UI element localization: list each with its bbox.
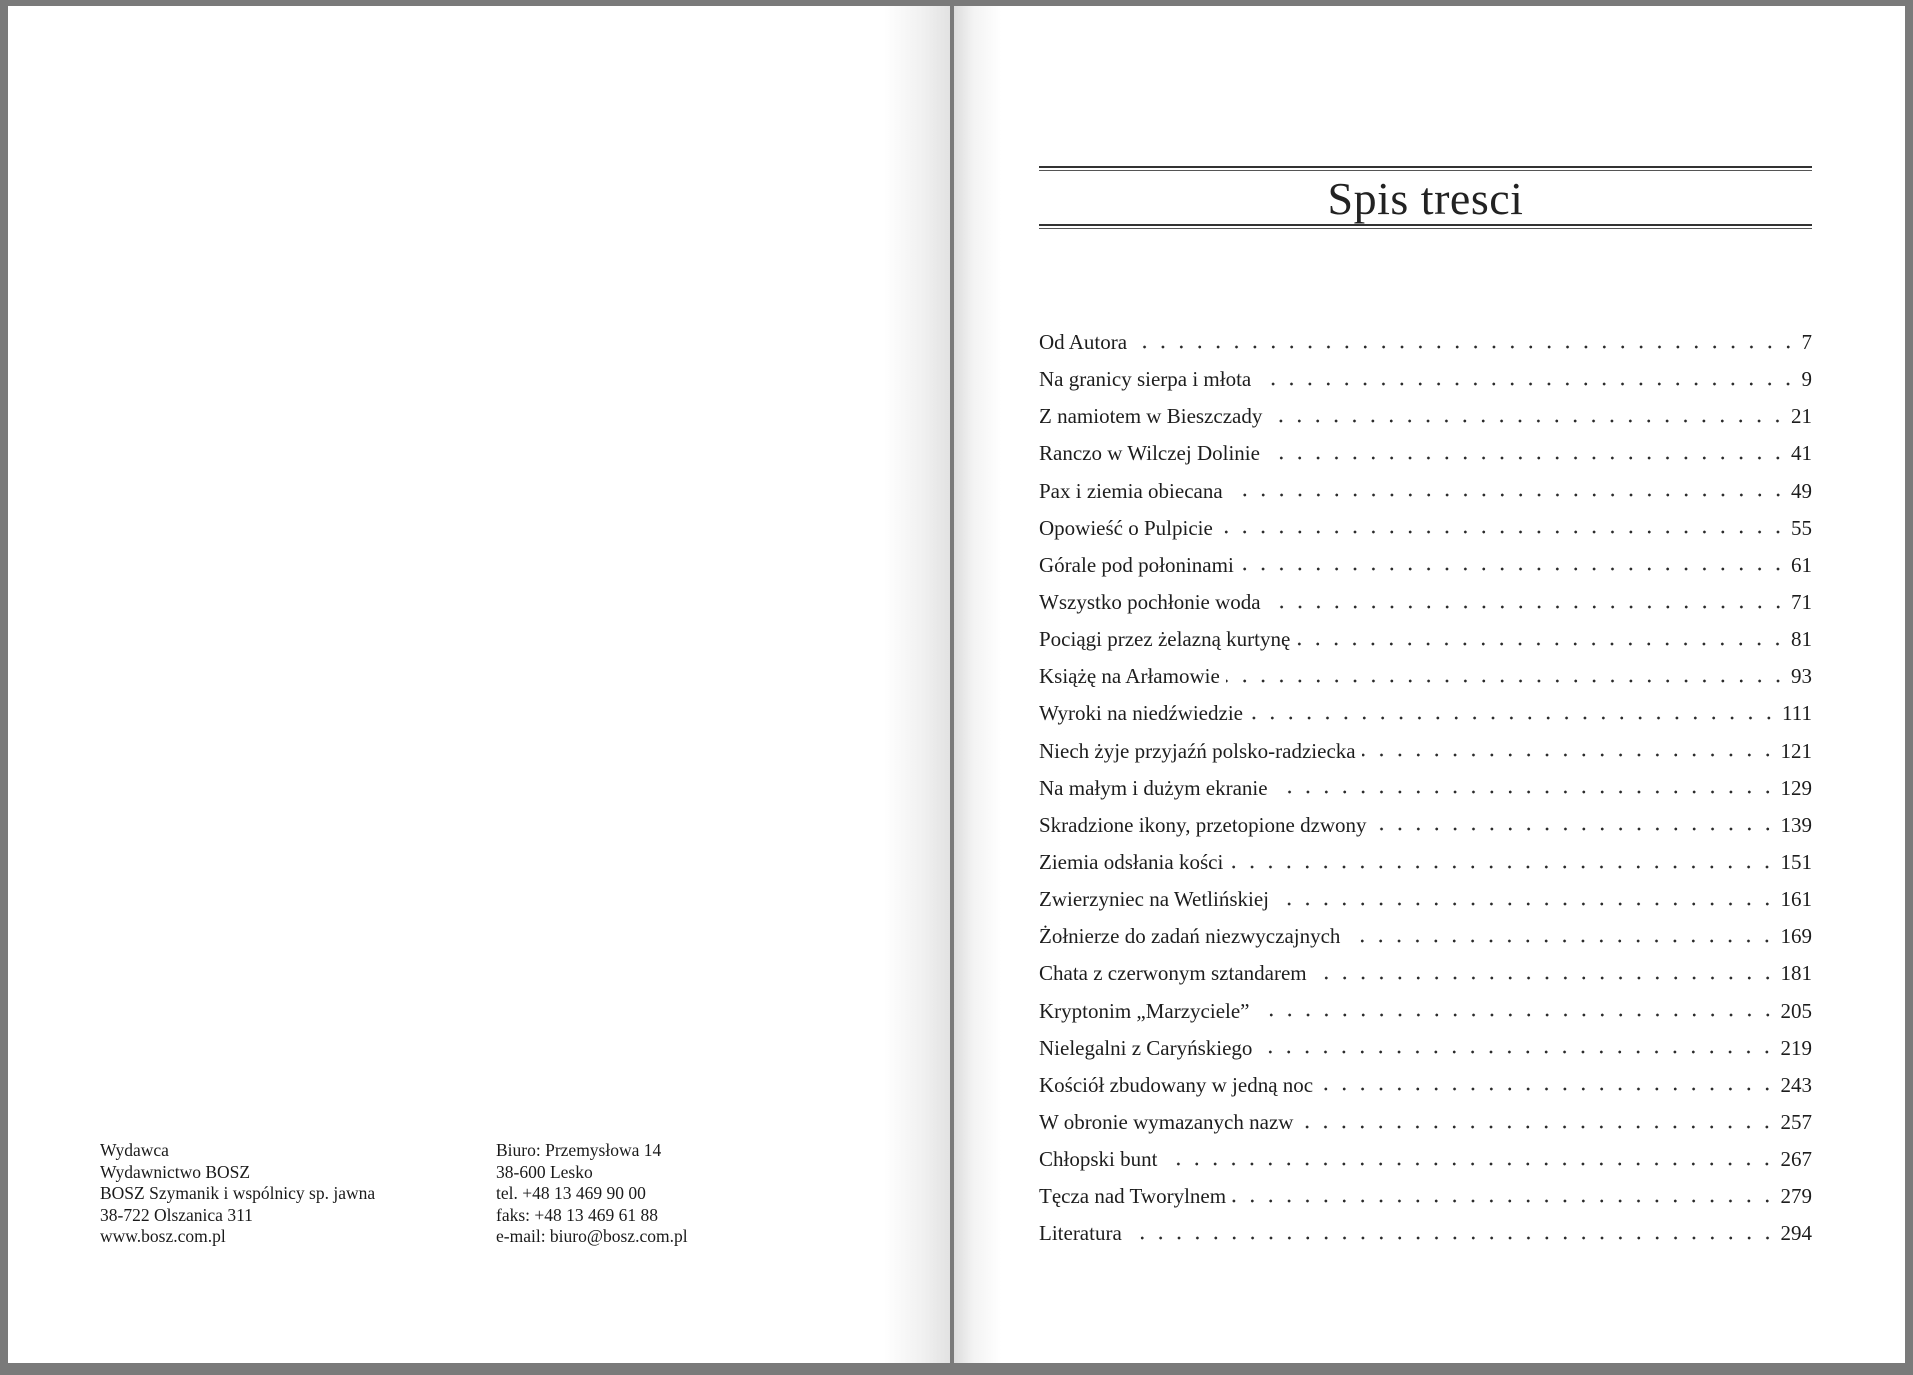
toc-entry — [1039, 1104, 1812, 1141]
table-of-contents — [1039, 324, 1812, 1253]
toc-entry — [1039, 918, 1812, 955]
toc-entry — [1039, 584, 1812, 621]
toc-dot-leader — [1296, 640, 1787, 648]
toc-entry — [1039, 1178, 1812, 1215]
toc-dot-leader — [1275, 900, 1776, 908]
toc-entry-title: Pax i ziemia obiecana — [1039, 473, 1229, 510]
toc-entry — [1039, 398, 1812, 435]
toc-entry — [1039, 324, 1812, 361]
toc-entry-title: W obronie wymazanych nazw — [1039, 1104, 1299, 1141]
toc-entry-page-number: 181 — [1777, 955, 1813, 992]
toc-entry — [1039, 547, 1812, 584]
toc-entry — [1039, 733, 1812, 770]
toc-entry-title: Tęcza nad Tworylnem — [1039, 1178, 1232, 1215]
toc-entry — [1039, 1215, 1812, 1252]
toc-dot-leader — [1229, 863, 1776, 871]
toc-entry-page-number: 139 — [1777, 807, 1813, 844]
toc-dot-leader — [1163, 1160, 1776, 1168]
toc-entry-page-number: 121 — [1777, 733, 1813, 770]
toc-entry-title: Zwierzyniec na Wetlińskiej — [1039, 881, 1275, 918]
toc-entry-page-number: 279 — [1777, 1178, 1813, 1215]
imprint-line: Wydawnictwo BOSZ — [100, 1161, 251, 1182]
toc-entry-page-number: 161 — [1777, 881, 1813, 918]
toc-dot-leader — [1133, 343, 1797, 351]
toc-entry-title: Niech żyje przyjaźń polsko-radziecka — [1039, 733, 1362, 770]
office-address: Biuro: Przemysłowa 14 — [496, 1140, 662, 1160]
toc-dot-leader — [1319, 1085, 1776, 1093]
toc-entry-title: Wyroki na niedźwiedzie — [1039, 695, 1249, 732]
toc-entry-title: Książę na Arłamowie — [1039, 658, 1226, 695]
toc-dot-leader — [1267, 603, 1787, 611]
toc-entry-title: Nielegalni z Caryńskiego — [1039, 1030, 1258, 1067]
toc-dot-leader — [1229, 491, 1787, 499]
toc-entry — [1039, 361, 1812, 398]
toc-entry-page-number: 294 — [1777, 1215, 1813, 1252]
toc-entry — [1039, 1067, 1812, 1104]
toc-entry-page-number: 81 — [1787, 621, 1812, 658]
toc-entry — [1039, 955, 1812, 992]
toc-entry-page-number: 55 — [1787, 510, 1812, 547]
toc-entry-title: Ziemia odsłania kości — [1039, 844, 1229, 881]
toc-entry-page-number: 93 — [1787, 658, 1812, 695]
title-rule-top-thin — [1039, 170, 1812, 171]
toc-entry-title: Na małym i dużym ekranie — [1039, 770, 1274, 807]
imprint-line: Wydawca — [100, 1140, 169, 1160]
toc-entry — [1039, 510, 1812, 547]
toc-entry-title: Skradzione ikony, przetopione dzwony — [1039, 807, 1373, 844]
toc-entry-title: Opowieść o Pulpicie — [1039, 510, 1219, 547]
toc-entry — [1039, 807, 1812, 844]
toc-entry — [1039, 435, 1812, 472]
toc-dot-leader — [1219, 528, 1787, 536]
imprint-line: BOSZ Szymanik i wspólnicy sp. jawna — [100, 1183, 376, 1204]
toc-entry-title: Kryptonim „Marzyciele” — [1039, 993, 1256, 1030]
imprint-line: 38-722 Olszanica 311 — [100, 1204, 253, 1225]
toc-entry — [1039, 658, 1812, 695]
toc-dot-leader — [1258, 1048, 1776, 1056]
toc-entry-page-number: 7 — [1798, 324, 1813, 361]
toc-dot-leader — [1299, 1123, 1776, 1131]
toc-dot-leader — [1266, 454, 1787, 462]
toc-entry — [1039, 621, 1812, 658]
toc-entry-title: Literatura — [1039, 1215, 1128, 1252]
toc-dot-leader — [1240, 565, 1787, 573]
toc-entry-page-number: 9 — [1798, 361, 1813, 398]
toc-entry-page-number: 129 — [1777, 770, 1813, 807]
toc-dot-leader — [1257, 380, 1797, 388]
toc-dot-leader — [1226, 677, 1787, 685]
toc-entry — [1039, 473, 1812, 510]
toc-dot-leader — [1362, 751, 1777, 759]
toc-entry-title: Na granicy sierpa i młota — [1039, 361, 1257, 398]
toc-entry-title: Chłopski bunt — [1039, 1141, 1163, 1178]
toc-entry-page-number: 21 — [1787, 398, 1812, 435]
office-phone: tel. +48 13 469 90 00 — [496, 1183, 646, 1204]
toc-dot-leader — [1274, 788, 1777, 796]
toc-entry — [1039, 1141, 1812, 1178]
toc-entry-page-number: 61 — [1787, 547, 1812, 584]
toc-entry-page-number: 243 — [1777, 1067, 1813, 1104]
right-page — [954, 6, 1905, 1363]
toc-entry-page-number: 41 — [1787, 435, 1812, 472]
toc-entry-title: Ranczo w Wilczej Dolinie — [1039, 435, 1266, 472]
left-page — [8, 6, 950, 1363]
office-contact — [496, 1140, 688, 1248]
title-rule-top — [1039, 166, 1812, 168]
toc-entry-title: Chata z czerwonym sztandarem — [1039, 955, 1313, 992]
toc-dot-leader — [1373, 825, 1777, 833]
toc-dot-leader — [1128, 1234, 1777, 1242]
toc-entry-page-number: 257 — [1777, 1104, 1813, 1141]
toc-dot-leader — [1313, 974, 1777, 982]
toc-dot-leader — [1232, 1197, 1776, 1205]
publisher-website: www.bosz.com.pl — [100, 1226, 226, 1247]
toc-dot-leader — [1346, 937, 1776, 945]
toc-entry — [1039, 844, 1812, 881]
toc-entry — [1039, 1030, 1812, 1067]
toc-entry-page-number: 151 — [1777, 844, 1813, 881]
toc-entry-title: Górale pod połoninami — [1039, 547, 1240, 584]
toc-entry-page-number: 71 — [1787, 584, 1812, 621]
toc-entry — [1039, 993, 1812, 1030]
toc-entry-title: Wszystko pochłonie woda — [1039, 584, 1267, 621]
title-rule-bottom — [1039, 224, 1812, 226]
toc-entry-page-number: 267 — [1777, 1141, 1813, 1178]
toc-entry-page-number: 205 — [1777, 993, 1813, 1030]
office-fax: faks: +48 13 469 61 88 — [496, 1204, 659, 1225]
office-city: 38-600 Lesko — [496, 1161, 593, 1182]
toc-entry-title: Kościół zbudowany w jedną noc — [1039, 1067, 1319, 1104]
toc-dot-leader — [1268, 417, 1787, 425]
toc-entry-page-number: 111 — [1778, 695, 1812, 732]
toc-title: Spis tresci — [1327, 173, 1524, 224]
toc-entry — [1039, 881, 1812, 918]
toc-dot-leader — [1249, 714, 1778, 722]
toc-entry-page-number: 169 — [1777, 918, 1813, 955]
title-rule-bottom-thin — [1039, 228, 1812, 229]
publisher-imprint — [100, 1140, 375, 1248]
toc-entry-title: Żołnierze do zadań niezwyczajnych — [1039, 918, 1346, 955]
toc-entry-title: Z namiotem w Bieszczady — [1039, 398, 1268, 435]
toc-entry — [1039, 695, 1812, 732]
office-email: e-mail: biuro@bosz.com.pl — [496, 1226, 688, 1247]
toc-entry — [1039, 770, 1812, 807]
toc-dot-leader — [1256, 1011, 1777, 1019]
toc-entry-title: Od Autora — [1039, 324, 1133, 361]
toc-entry-title: Pociągi przez żelazną kurtynę — [1039, 621, 1296, 658]
toc-entry-page-number: 219 — [1777, 1030, 1813, 1067]
toc-entry-page-number: 49 — [1787, 473, 1812, 510]
